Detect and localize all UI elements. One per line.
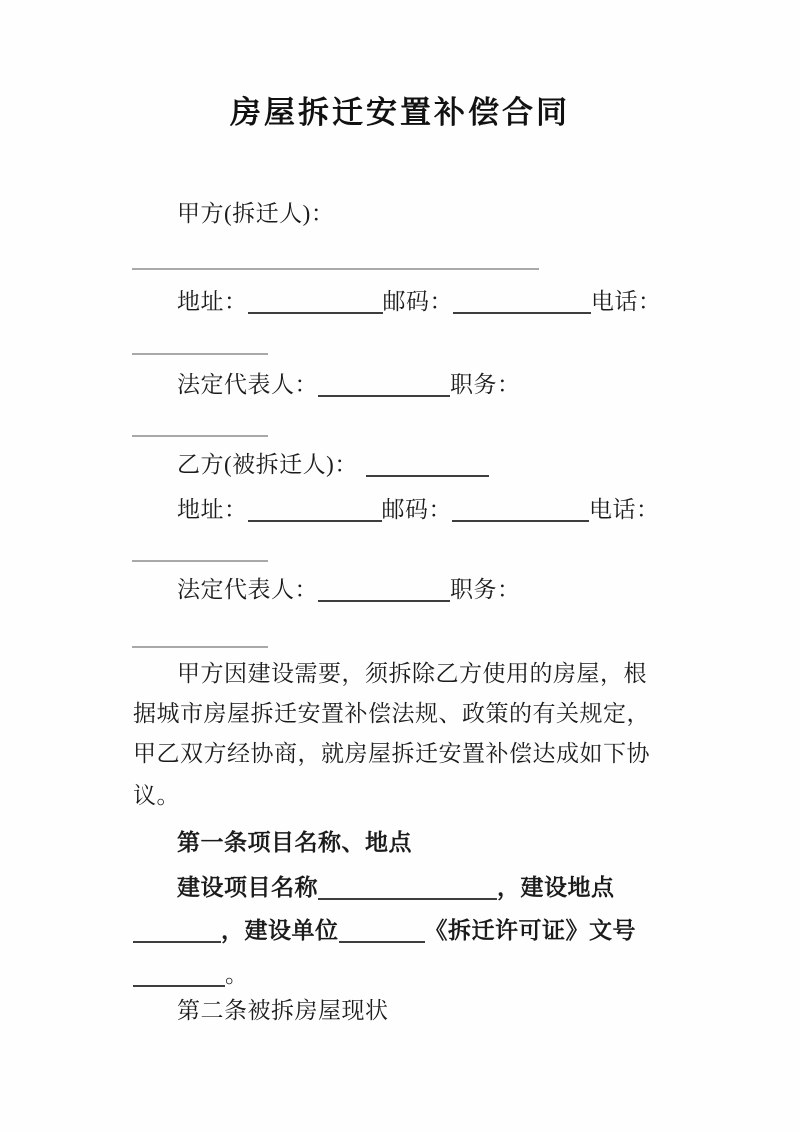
party-a-label: 甲方(拆迁人)：: [177, 201, 335, 226]
permit-label: 《拆迁许可证》文号: [424, 918, 636, 943]
legal-rep-blank: [318, 371, 450, 397]
party-b-blank: [366, 451, 489, 477]
position-label: 职务：: [450, 577, 521, 602]
address-label: 地址：: [177, 289, 248, 314]
unit-label: ，建设单位: [221, 918, 339, 943]
party-b-row: [133, 451, 797, 479]
position-label: 职务：: [450, 372, 521, 397]
preamble-line: 甲乙双方经协商，就房屋拆迁安置补偿达成如下协: [133, 741, 650, 766]
article-1-heading: 第一条项目名称、地点: [177, 830, 412, 855]
zip-label: 邮码：: [382, 289, 453, 314]
party-b-legal-rep-row: [133, 576, 797, 604]
period-mark: 。: [225, 962, 249, 987]
zip-blank: [452, 496, 589, 522]
party-a-legal-rep-row: [133, 371, 797, 399]
legal-rep-blank: [318, 576, 450, 602]
legal-rep-label: 法定代表人：: [177, 577, 318, 602]
zip-blank: [453, 288, 591, 314]
construction-unit-row: [133, 917, 753, 945]
fill-line-short: [132, 435, 268, 437]
project-name-blank: [318, 874, 497, 900]
project-name-label: 建设项目名称: [177, 875, 318, 900]
address-blank: [248, 496, 382, 522]
project-name-row: [133, 874, 797, 902]
zip-label: 邮码：: [381, 497, 452, 522]
location-label: ，建设地点: [497, 875, 615, 900]
preamble-line: 据城市房屋拆迁安置补偿法规、政策的有关规定，: [133, 701, 650, 726]
fill-line-long: [132, 268, 539, 270]
permit-blank: [133, 961, 225, 987]
legal-rep-label: 法定代表人：: [177, 372, 318, 397]
preamble-line: 甲方因建设需要，须拆除乙方使用的房屋，根: [177, 661, 647, 686]
unit-blank: [339, 917, 425, 943]
permit-number-row: [133, 961, 753, 989]
preamble-line: 议。: [133, 783, 180, 808]
address-label: 地址：: [177, 497, 248, 522]
contract-title: 房屋拆迁安置补偿合同: [230, 95, 570, 130]
party-a-row: [133, 200, 797, 228]
article-2-heading: 第二条被拆房屋现状: [177, 998, 389, 1023]
fill-line-short: [132, 560, 268, 562]
phone-label: 电话：: [589, 497, 660, 522]
address-blank: [248, 288, 383, 314]
fill-line-short: [132, 646, 268, 648]
location-blank: [133, 917, 221, 943]
party-b-label: 乙方(被拆迁人)：: [177, 452, 358, 477]
party-a-address-row: [133, 288, 797, 316]
party-b-address-row: [133, 496, 797, 524]
fill-line-short: [132, 353, 268, 355]
phone-label: 电话：: [591, 289, 662, 314]
